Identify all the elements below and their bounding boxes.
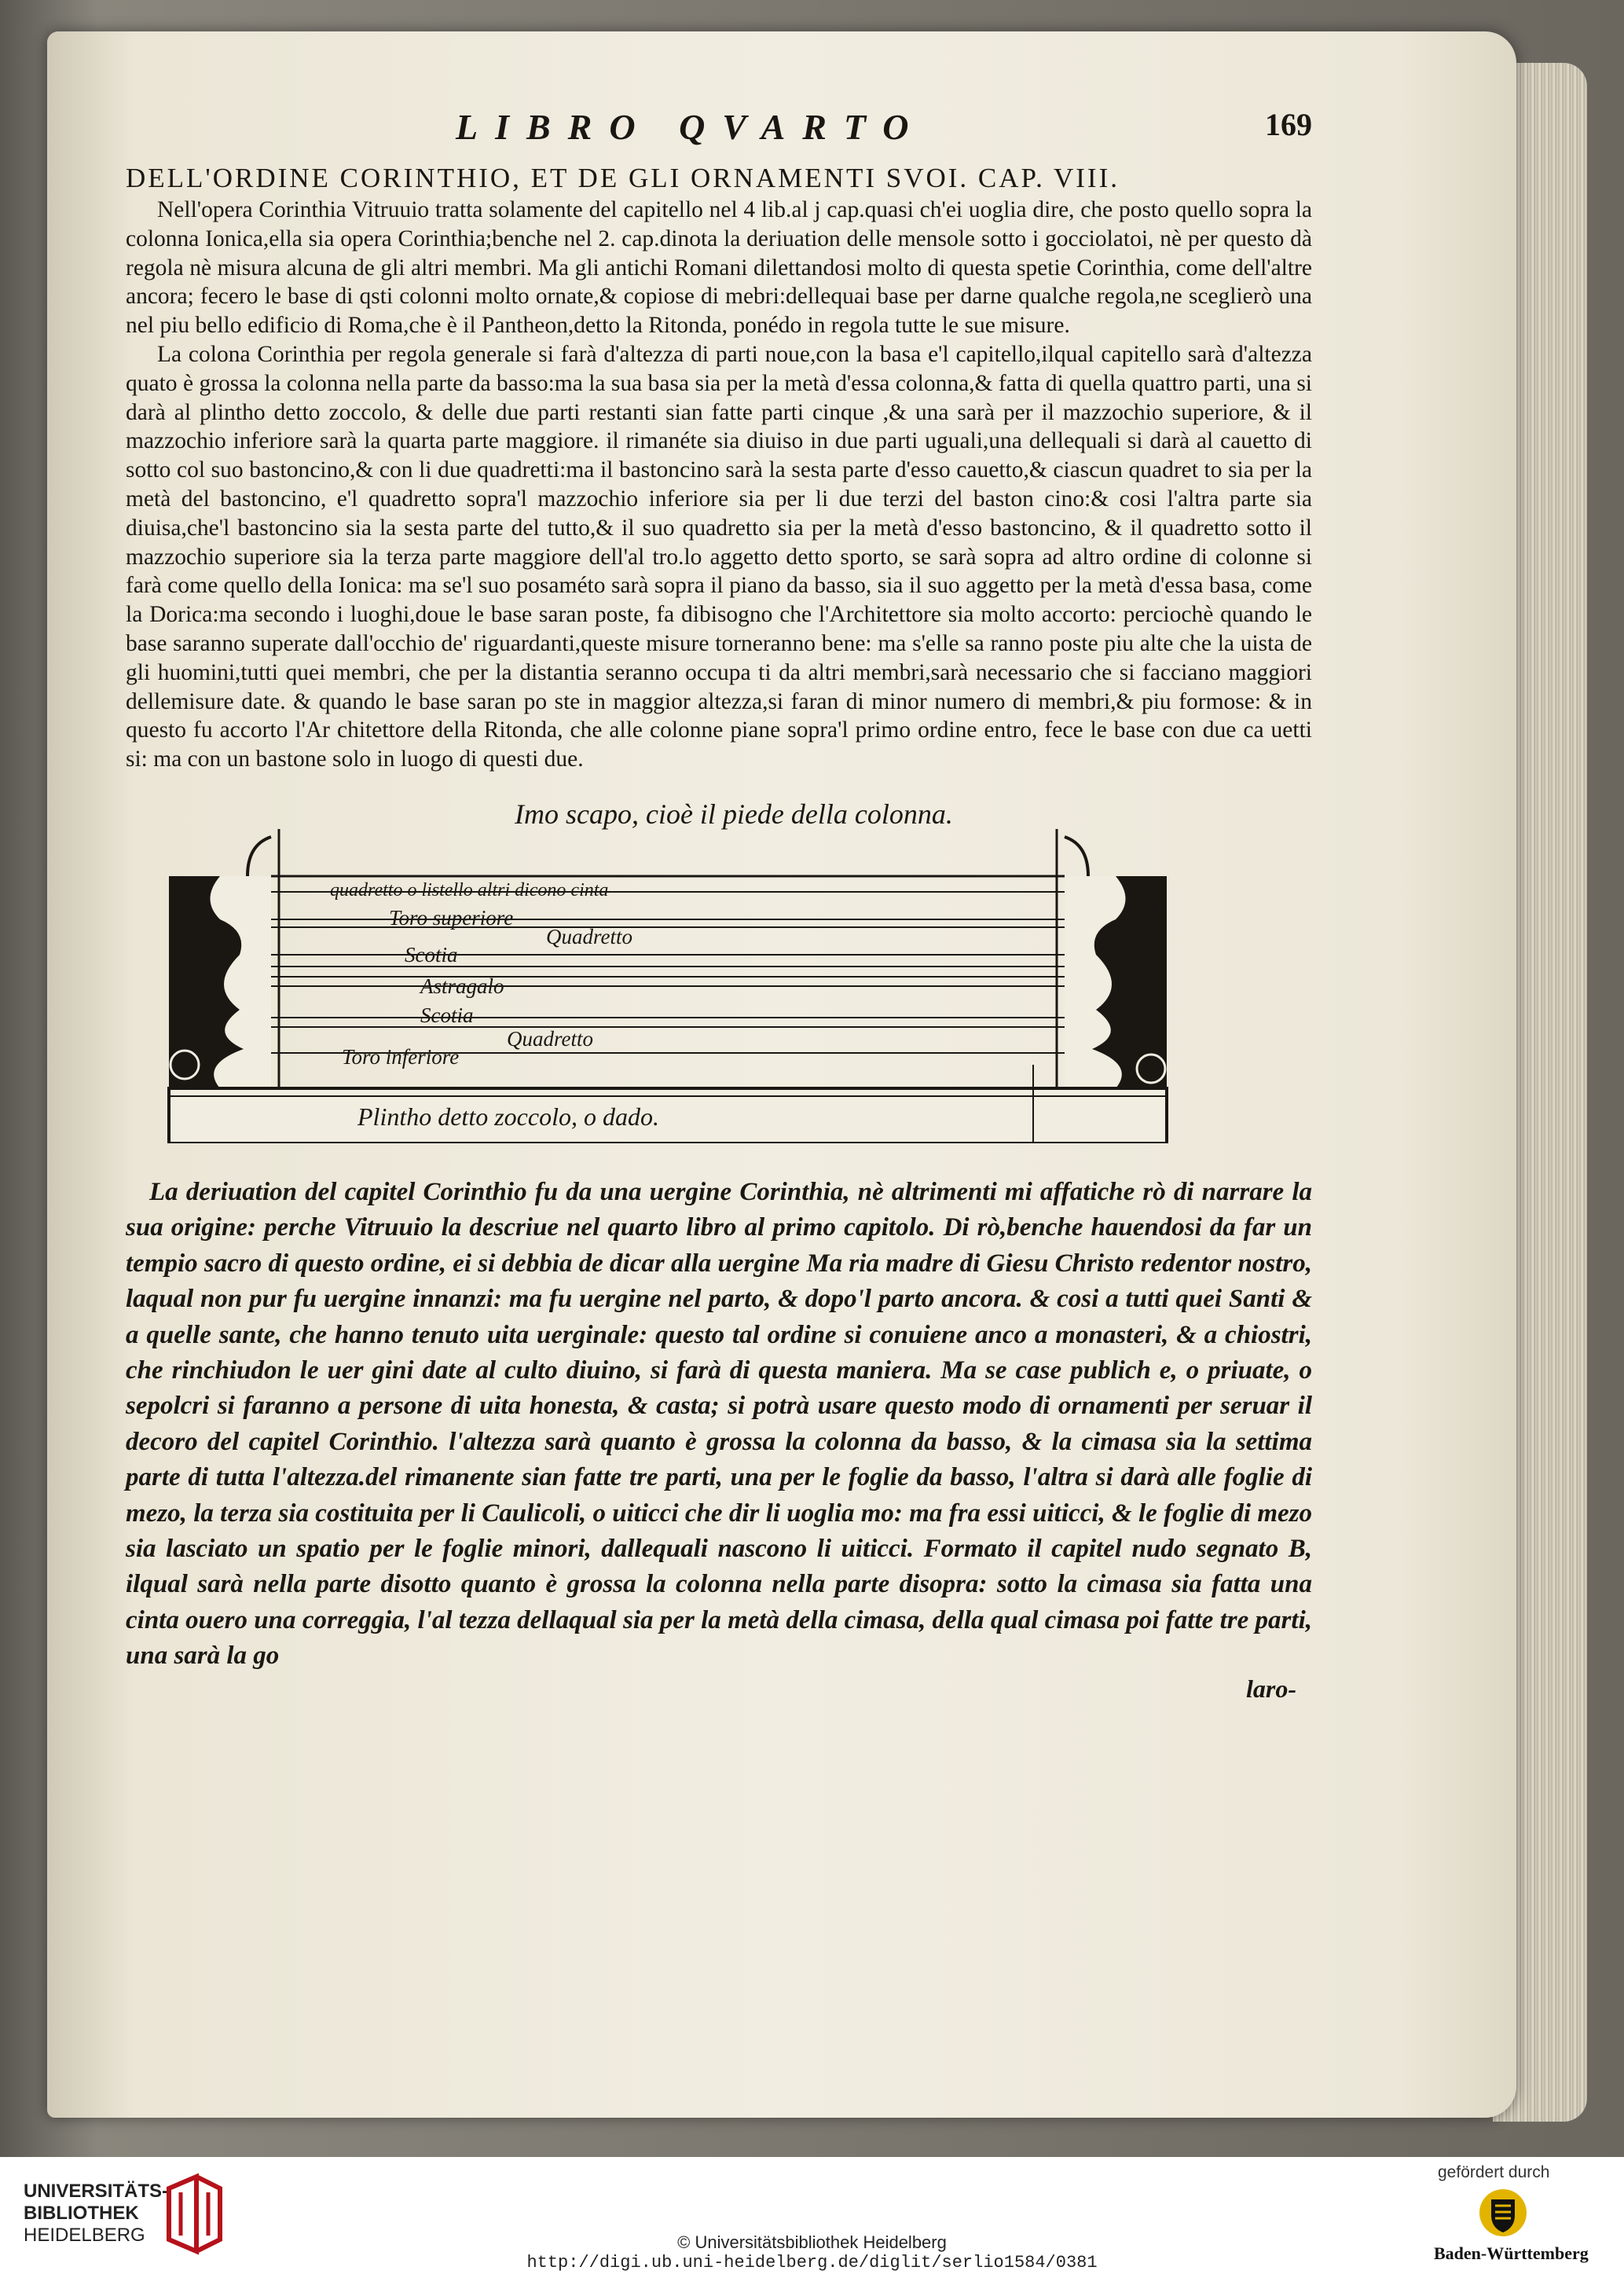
- library-name-line-2: BIBLIOTHEK: [24, 2203, 139, 2224]
- label-scotia-1: Scotia: [405, 942, 458, 967]
- label-toro-inferiore: Toro inferiore: [342, 1044, 460, 1069]
- running-head: [126, 106, 1312, 161]
- library-name-line-3: HEIDELBERG: [24, 2225, 145, 2246]
- label-quadretto-listello: quadretto o listello altri dicono cinta: [330, 879, 609, 901]
- chapter-title: DELL'ORDINE CORINTHIO, ET DE GLI ORNAMENTI SVOI. CAP. VIII.: [126, 163, 1120, 193]
- book-page: [47, 31, 1516, 2118]
- permalink[interactable]: http://digi.ub.uni-heidelberg.de/diglit/serlio1584/0381: [526, 2253, 1098, 2272]
- label-toro-superiore: Toro superiore: [389, 905, 514, 930]
- catchword: larо-: [1246, 1674, 1296, 1703]
- page-number: 169: [1265, 107, 1312, 142]
- column-base-diagram: [153, 829, 1222, 1143]
- paragraph-roman-1: Nell'opera Corinthia Vitruuio tratta solamente del capitello nel 4 lib.al j cap.quasi ch'ei uoglia dire, che posto quello sopra la colonna Ionica,ella sia opera Corinthia;benche nel 2. cap.dinota la deriuation delle mensole sotto i gocciolatoi, nè per questo dà regola nè misura alcuna de gli altri membri. Ma gli antichi Romani dilettandosi molto di questa spetie Corinthia, come dell'altre ancora; fecero le base di qsti colonni molto ornate,& copiose di mebri:dellequai base per darne qualche regola,ne sceglierò una nel piu bello edificio di Roma,che è il Pantheon,detto la Ritonda, ponédo in regola tutte le sue misure.: [126, 197, 1312, 339]
- baden-wuerttemberg-coat-of-arms-icon[interactable]: [1477, 2187, 1529, 2239]
- running-title: LIBRO QVARTO: [456, 107, 926, 147]
- copyright-notice: © Universitätsbibliothek Heidelberg: [677, 2232, 947, 2252]
- label-scotia-2: Scotia: [420, 1003, 474, 1027]
- column-base-figure: [153, 798, 1222, 1143]
- label-astragalo: Astragalo: [420, 974, 504, 998]
- label-quadretto-2: Quadretto: [507, 1026, 593, 1051]
- sponsor-name: Baden-Württemberg: [1434, 2243, 1589, 2263]
- label-plintho: Plintho detto zoccolo, o dado.: [357, 1102, 659, 1131]
- figure-caption: Imo scapo, cioè il piede della colonna.: [515, 798, 953, 830]
- sponsor-label: gefördert durch: [1438, 2163, 1550, 2181]
- paragraph-roman-2: La colona Corinthia per regola generale si farà d'altezza di parti noue,con la basa e'l capitello,ilqual capitello sarà d'altezza quato è grossa la colonna nella parte da basso:ma la sua basa sia per la metà d'essa colonna,& fatta di quella quattro parti, una si darà al plintho detto zoccolo, & delle due parti restanti sian fatte parti cinque ,& una sarà per il mazzochio superiore, & il mazzochio inferiore sarà la quarta parte maggiore. il rimanéte sia diuiso in due parti uguali,una dellequali si darà al cauetto di sotto col suo bastoncino,& con li due quadretti:ma il bastoncino sarà la sesta parte d'esso cauetto,& ciascun quadret to sia per la metà del bastoncino, e'l quadretto sopra'l mazzochio inferiore sia per li due terzi del baston cino:& cosi l'altra parte sia diuisa,che'l bastoncino sia la sesta parte del tutto,& il suo quadretto sia per la metà d'esso bastoncino, & il quadretto sotto il mazzochio superiore sia la terza parte maggiore dell'al tro.lo aggetto detto sporto, se sarà sopra ad altro ordine di colonne si farà come quello della Ionica: ma se'l suo posaméto sarà sopra il piano da basso, sia il suo aggetto per la metà d'essa basa, come la Dorica:ma secondo i luoghi,doue le base saran poste, fa dibisogno che l'Architettore sia molto accorto: perciochè quando le base saranno superate dall'occhio de' riguardanti,queste misure torneranno bene: ma s'elle sa ranno poste piu alte che la uista de gli huomini,tutti quei membri, che per la distantia seranno occupa ti da altri membri,sarà necessario che si facciano maggiori dellemisure date. & quando le base saran po ste in maggior altezza,si faran di minor numero di membri,& piu formose: & in questo fu accorto l'Ar chitettore della Ritonda, che alle colonne piane sopra'l primo ordine entro, fece le base con due ca uetti si: ma con un bastone solo in luogo di questi due.: [126, 341, 1312, 772]
- page-content: [126, 106, 1312, 1704]
- library-name-line-1: UNIVERSITÄTS-: [24, 2181, 169, 2202]
- footer-bar: [0, 2157, 1624, 2278]
- paragraph-italic-1: La deriuation del capitel Corinthio fu da una uergine Corinthia, nè altrimenti mi affatiche rò di narrare la sua origine: perche Vitruuio la descriue nel quarto libro al primo capitolo. Di rò,benche hauendosi da far un tempio sacro di questo ordine, ei si debbia de dicar alla uergine Ma ria madre di Giesu Christo redentor nostro, laqual non pur fu uergine innanzi: ma fu uergine nel parto, & dopo'l parto ancora. & cosi a tutti quei Santi & a quelle sante, che hanno tenuto uita uerginale: questo tal ordine si conuiene anco a monasteri, & a chiostri, che rinchiudon le uer gini date al culto diuino, si farà di questa maniera. Ma se case publich e, o priuate, o sepolcri si faranno a persone di uita honesta, & casta; si potrà usare questo modo di ornamenti per seruar il decoro del capitel Corinthio. l'altezza sarà quanto è grossa la colonna da basso, & la cimasa sia la settima parte di tutta l'altezza.del rimanente sian fatte tre parti, una per le foglie da basso, l'altra si darà alle foglie di mezo, la terza sia costituita per li Caulicoli, o uiticci che dir li uoglia mo: ma fra essi uiticci, & le foglie di mezo sia lasciato un spatio per le foglie minori, dallequali nascono li uiticci. Formato il capitel nudo segnato B, ilqual sarà nella parte disotto quanto è grossa la colonna nella parte disopra: sotto la cimasa sia fatta una cinta ouero una correggia, l'al tezza dellaqual sia per la metà della cimasa, della qual cimasa poi fatte tre parti, una sarà la go: [126, 1177, 1312, 1671]
- label-quadretto-1: Quadretto: [546, 924, 632, 948]
